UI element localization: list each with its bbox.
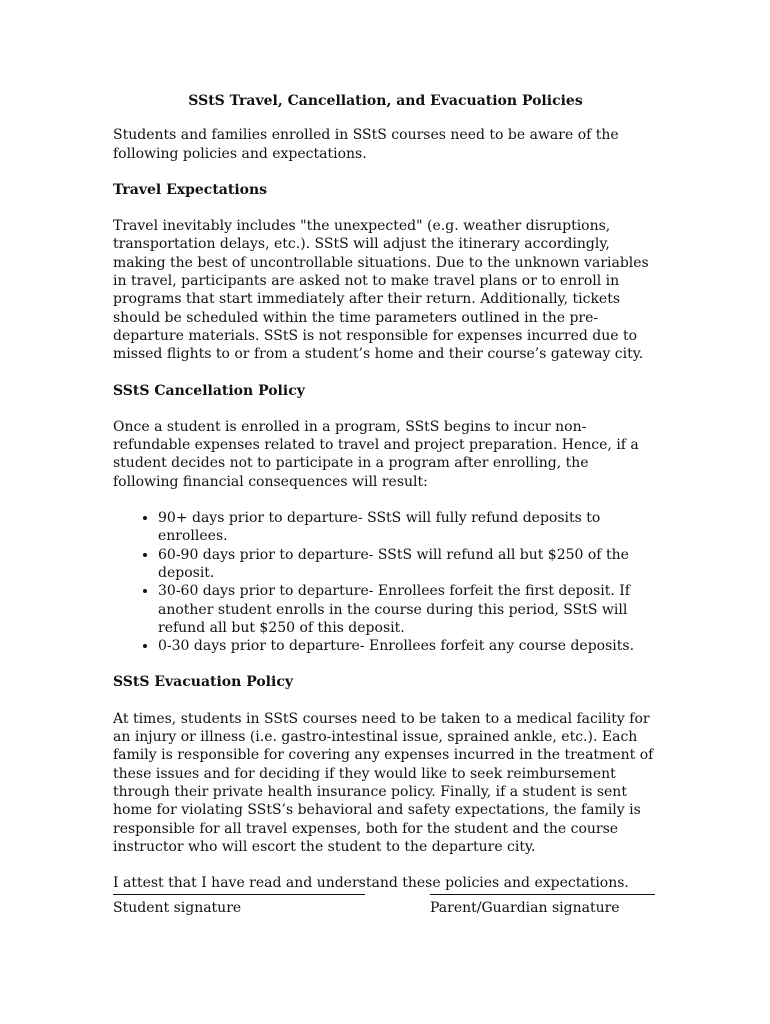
document-title: SStS Travel, Cancellation, and Evacuation Policies	[188, 93, 583, 109]
evacuation-heading: SStS Evacuation Policy	[113, 674, 293, 691]
cancellation-item: • 30-60 days prior to departure- Enrollees forfeit the first deposit. If another student enrolls in the course during this period, SStS will refund all but $250 of this deposit.	[158, 582, 658, 637]
cancellation-paragraph: Once a student is enrolled in a program, SStS begins to incur non-refundable expenses related to travel and project preparation. Hence, if a student decides not to participate in a program after enrolling, the following financial consequences will result:	[113, 418, 639, 490]
parent-signature-line[interactable]	[430, 876, 655, 895]
student-signature-block	[113, 876, 365, 917]
cancellation-item: • 60-90 days prior to departure- SStS will refund all but $250 of the deposit.	[158, 546, 658, 583]
cancellation-list	[113, 509, 658, 655]
parent-signature-label: Parent/Guardian signature	[430, 900, 620, 916]
signature-section	[113, 876, 658, 924]
student-signature-label: Student signature	[113, 900, 242, 916]
cancellation-heading: SStS Cancellation Policy	[113, 382, 305, 399]
attestation-statement: I attest that I have read and understand these policies and expectations.	[113, 875, 629, 892]
travel-heading: Travel Expectations	[113, 181, 268, 198]
policy-document	[113, 92, 658, 910]
evacuation-paragraph: At times, students in SStS courses need to be taken to a medical facility for an injury or illness (i.e. gastro-intestinal issue, sprained ankle, etc.). Each family is responsible for covering any expenses incurred in the treatment of these issues and for deciding if they would like to seek reimbursement through their private health insurance policy. Finally, if a student is sent home for violating SStS’s behavioral and safety expectations, the family is responsible for all travel expenses, both for the student and the course instructor who will escort the student to the departure city.	[113, 710, 654, 855]
parent-signature-block	[430, 876, 655, 917]
cancellation-item: • 0-30 days prior to departure- Enrollees forfeit any course deposits.	[158, 637, 658, 655]
student-signature-line[interactable]	[113, 876, 365, 895]
intro-paragraph: Students and families enrolled in SStS courses need to be aware of the following policies and expectations.	[113, 127, 619, 162]
cancellation-item: • 90+ days prior to departure- SStS will fully refund deposits to enrollees.	[158, 509, 658, 546]
travel-paragraph: Travel inevitably includes "the unexpected" (e.g. weather disruptions, transportation delays, etc.). SStS will adjust the itinerary accordingly, making the best of uncontrollable situations. Due to the unknown variables in travel, participants are asked not to make travel plans or to enroll in programs that start immediately after their return. Additionally, tickets should be scheduled within the time parameters outlined in the pre-departure materials. SStS is not responsible for expenses incurred due to missed flights to or from a student’s home and their course’s gateway city.	[113, 218, 649, 363]
